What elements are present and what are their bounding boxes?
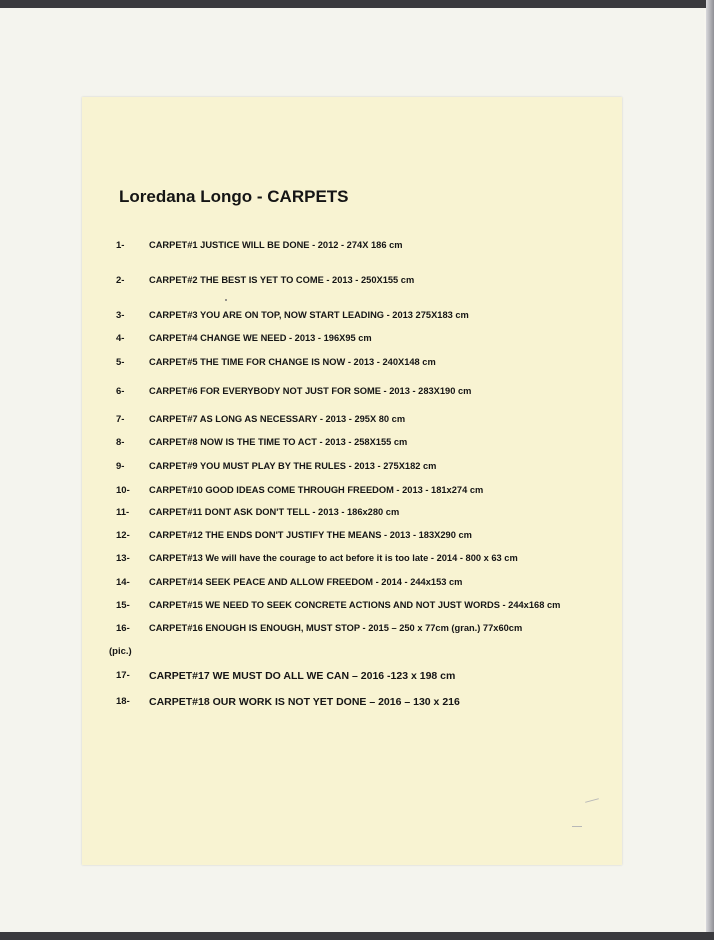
list-item xyxy=(82,240,622,256)
top-border xyxy=(0,0,714,8)
item-number: 14- xyxy=(116,577,130,588)
item-number: 2- xyxy=(116,275,125,286)
item-text: CARPET#11 DONT ASK DON'T TELL - 2013 - 186x280 cm xyxy=(149,507,400,517)
item-number: 6- xyxy=(116,386,125,397)
item-number: 7- xyxy=(116,414,125,425)
item-number: 11- xyxy=(116,507,130,518)
scan-mark xyxy=(572,826,582,827)
item-number: 17- xyxy=(116,670,130,681)
item-text: CARPET#10 GOOD IDEAS COME THROUGH FREEDOM - 2013 - 181x274 cm xyxy=(149,485,484,495)
item-number: 1- xyxy=(116,240,125,251)
item-text: CARPET#16 ENOUGH IS ENOUGH, MUST STOP - 2015 – 250 x 77cm (gran.) 77x60cm xyxy=(149,623,523,633)
list-item xyxy=(82,357,622,373)
item-number: 16- xyxy=(116,623,130,634)
item-text: CARPET#9 YOU MUST PLAY BY THE RULES - 2013 - 275X182 cm xyxy=(149,461,437,471)
item-text: CARPET#12 THE ENDS DON'T JUSTIFY THE MEANS - 2013 - 183X290 cm xyxy=(149,530,472,540)
item-number: 15- xyxy=(116,600,130,611)
list-item xyxy=(82,461,622,477)
item-text: CARPET#2 THE BEST IS YET TO COME - 2013 - 250X155 cm xyxy=(149,275,415,285)
item-text: CARPET#6 FOR EVERYBODY NOT JUST FOR SOME - 2013 - 283X190 cm xyxy=(149,386,472,396)
list-item xyxy=(82,696,622,712)
list-item xyxy=(82,530,622,546)
list-item xyxy=(82,414,622,430)
item-text: CARPET#14 SEEK PEACE AND ALLOW FREEDOM - 2014 - 244x153 cm xyxy=(149,577,463,587)
item-text: CARPET#17 WE MUST DO ALL WE CAN – 2016 -123 x 198 cm xyxy=(149,670,456,682)
item-text: CARPET#7 AS LONG AS NECESSARY - 2013 - 295X 80 cm xyxy=(149,414,406,424)
item-number: 9- xyxy=(116,461,125,472)
list-item xyxy=(82,275,622,291)
list-item xyxy=(82,333,622,349)
list-item xyxy=(82,507,622,523)
item-number: 5- xyxy=(116,357,125,368)
pencil-dot xyxy=(225,299,227,301)
list-item xyxy=(82,310,622,326)
item-text: CARPET#3 YOU ARE ON TOP, NOW START LEADING - 2013 275X183 cm xyxy=(149,310,469,320)
list-item xyxy=(82,386,622,402)
item-text: CARPET#5 THE TIME FOR CHANGE IS NOW - 2013 - 240X148 cm xyxy=(149,357,436,367)
bottom-border xyxy=(0,932,714,940)
item-text: CARPET#18 OUR WORK IS NOT YET DONE – 2016 – 130 x 216 xyxy=(149,696,460,708)
list-item xyxy=(82,623,622,639)
document-title: Loredana Longo - CARPETS xyxy=(119,187,349,206)
list-item xyxy=(82,437,622,453)
item-number: 10- xyxy=(116,485,130,496)
item-text: CARPET#1 JUSTICE WILL BE DONE - 2012 - 274X 186 cm xyxy=(149,240,403,250)
list-item xyxy=(82,670,622,686)
item-number: 8- xyxy=(116,437,125,448)
item-number: 13- xyxy=(116,553,130,564)
item-text: CARPET#13 We will have the courage to act before it is too late - 2014 - 800 x 63 cm xyxy=(149,553,518,563)
item-number: 3- xyxy=(116,310,125,321)
item-text: CARPET#15 WE NEED TO SEEK CONCRETE ACTIONS AND NOT JUST WORDS - 244x168 cm xyxy=(149,600,561,610)
item-number: 4- xyxy=(116,333,125,344)
item-number: 12- xyxy=(116,530,130,541)
list-item xyxy=(82,577,622,593)
item-text: CARPET#4 CHANGE WE NEED - 2013 - 196X95 cm xyxy=(149,333,372,343)
pic-note: (pic.) xyxy=(109,646,132,657)
right-border xyxy=(706,0,714,940)
item-number: 18- xyxy=(116,696,130,707)
document-sheet xyxy=(82,97,622,865)
list-item xyxy=(82,485,622,501)
item-text: CARPET#8 NOW IS THE TIME TO ACT - 2013 - 258X155 cm xyxy=(149,437,408,447)
list-item xyxy=(82,553,622,569)
list-item xyxy=(82,600,622,616)
